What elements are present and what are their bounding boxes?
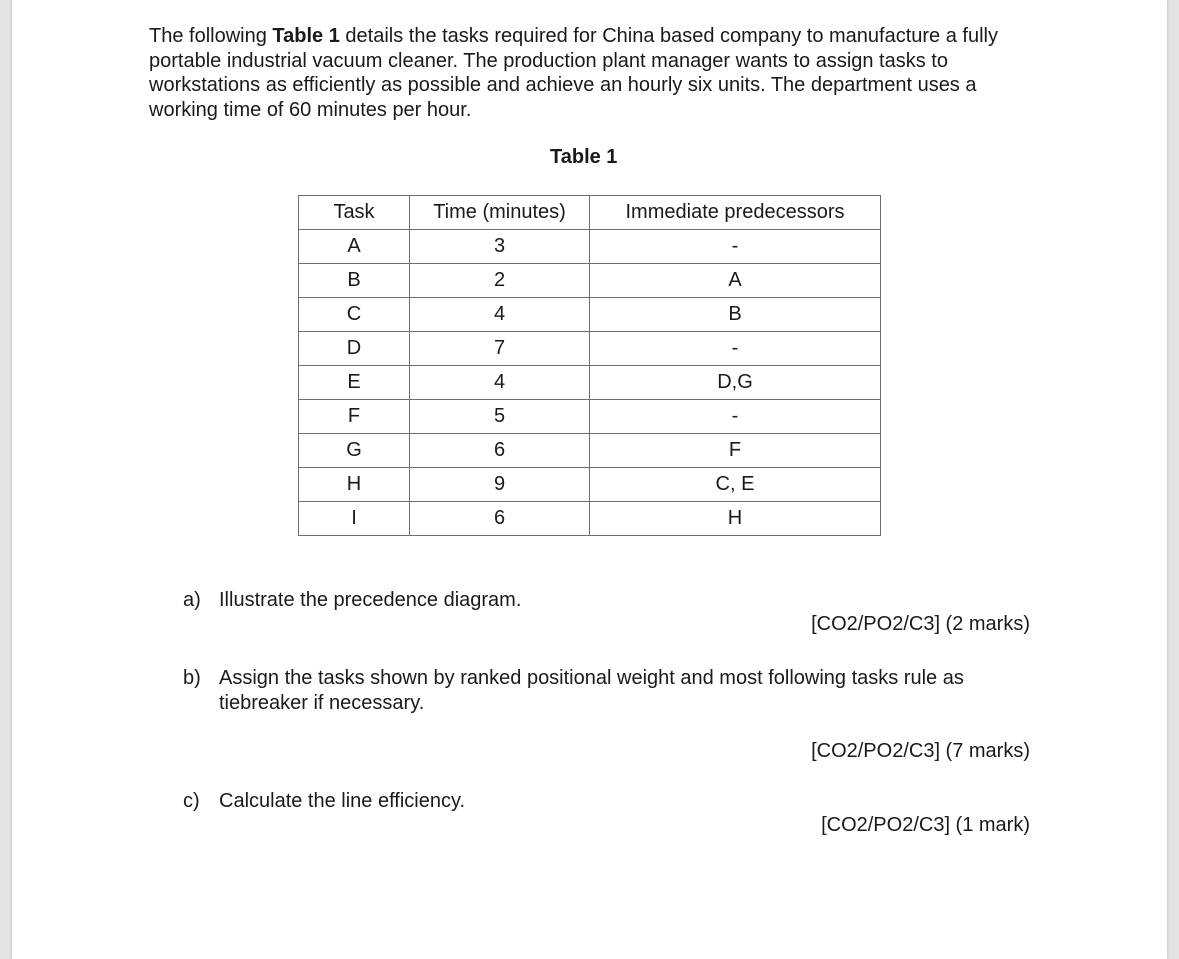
intro-text-rest: details the tasks required for China based company to manufacture a fully portable industrial vacuum cleaner. The production plant manager wants to assign tasks to workstations as efficiently as possible and achieve an hourly six units. The department uses a working time of 60 minutes per hour. [149,25,998,121]
cell-time: 7 [410,332,590,366]
header-predecessors: Immediate predecessors [590,196,881,230]
task-table [298,195,881,536]
cell-predecessors: A [590,264,881,298]
table-row [299,366,881,400]
intro-table-reference: Table 1 [272,25,340,47]
cell-predecessors: - [590,400,881,434]
question-b-text: Assign the tasks shown by ranked positional weight and most following tasks rule as tiebreaker if necessary. [219,667,964,714]
table-row [299,298,881,332]
cell-task: A [299,230,410,264]
cell-time: 6 [410,502,590,536]
cell-time: 6 [410,434,590,468]
cell-time: 9 [410,468,590,502]
cell-predecessors: - [590,332,881,366]
table-row [299,264,881,298]
cell-task: D [299,332,410,366]
table-row [299,400,881,434]
cell-time: 4 [410,298,590,332]
cell-task: I [299,502,410,536]
intro-paragraph [149,24,1049,122]
question-b-marks: [CO2/PO2/C3] (7 marks) [811,740,1030,762]
question-a-label: a) [183,589,201,611]
cell-predecessors: B [590,298,881,332]
document-page: The following Table 1 details the tasks required for China based company to manufacture a fully portable industrial vacuum cleaner. The production plant manager wants to assign tasks to workstations as efficiently as possible and achieve an hourly six units. The department uses a working time of 60 minutes per hour. Table 1 Task Time (minutes) Immediate predecessors A 3 - B 2 A C 4 B D 7 - E 4 D,G F 5 - G 6 F H 9 C, E I 6 H a) Illustrate the precedence diagram. [CO2/PO2/C3] (2 marks) b) Assign the tasks shown by ranked positional weight and most following tasks rule as tiebreaker if necessary. [CO2/PO2/C3] (7 marks) c) Calculate the line efficiency. [CO2/PO2/C3] (1 mark) [12,0,1167,959]
cell-task: E [299,366,410,400]
question-c-label: c) [183,790,200,812]
cell-task: B [299,264,410,298]
question-c-text: Calculate the line efficiency. [219,790,466,812]
cell-predecessors: D,G [590,366,881,400]
question-a-marks: [CO2/PO2/C3] (2 marks) [811,613,1030,635]
question-c-marks: [CO2/PO2/C3] (1 mark) [821,814,1030,836]
header-time: Time (minutes) [410,196,590,230]
cell-predecessors: H [590,502,881,536]
cell-task: C [299,298,410,332]
question-a-text: Illustrate the precedence diagram. [219,589,522,611]
table-row [299,468,881,502]
table-header-row [299,196,881,230]
cell-predecessors: - [590,230,881,264]
intro-text-start: The following [149,25,273,47]
cell-predecessors: F [590,434,881,468]
cell-task: F [299,400,410,434]
question-b-label: b) [183,667,201,689]
cell-predecessors: C, E [590,468,881,502]
table-row [299,230,881,264]
table-row [299,434,881,468]
cell-task: H [299,468,410,502]
table-row [299,332,881,366]
table-row [299,502,881,536]
cell-time: 3 [410,230,590,264]
cell-task: G [299,434,410,468]
cell-time: 4 [410,366,590,400]
cell-time: 2 [410,264,590,298]
header-task: Task [299,196,410,230]
cell-time: 5 [410,400,590,434]
